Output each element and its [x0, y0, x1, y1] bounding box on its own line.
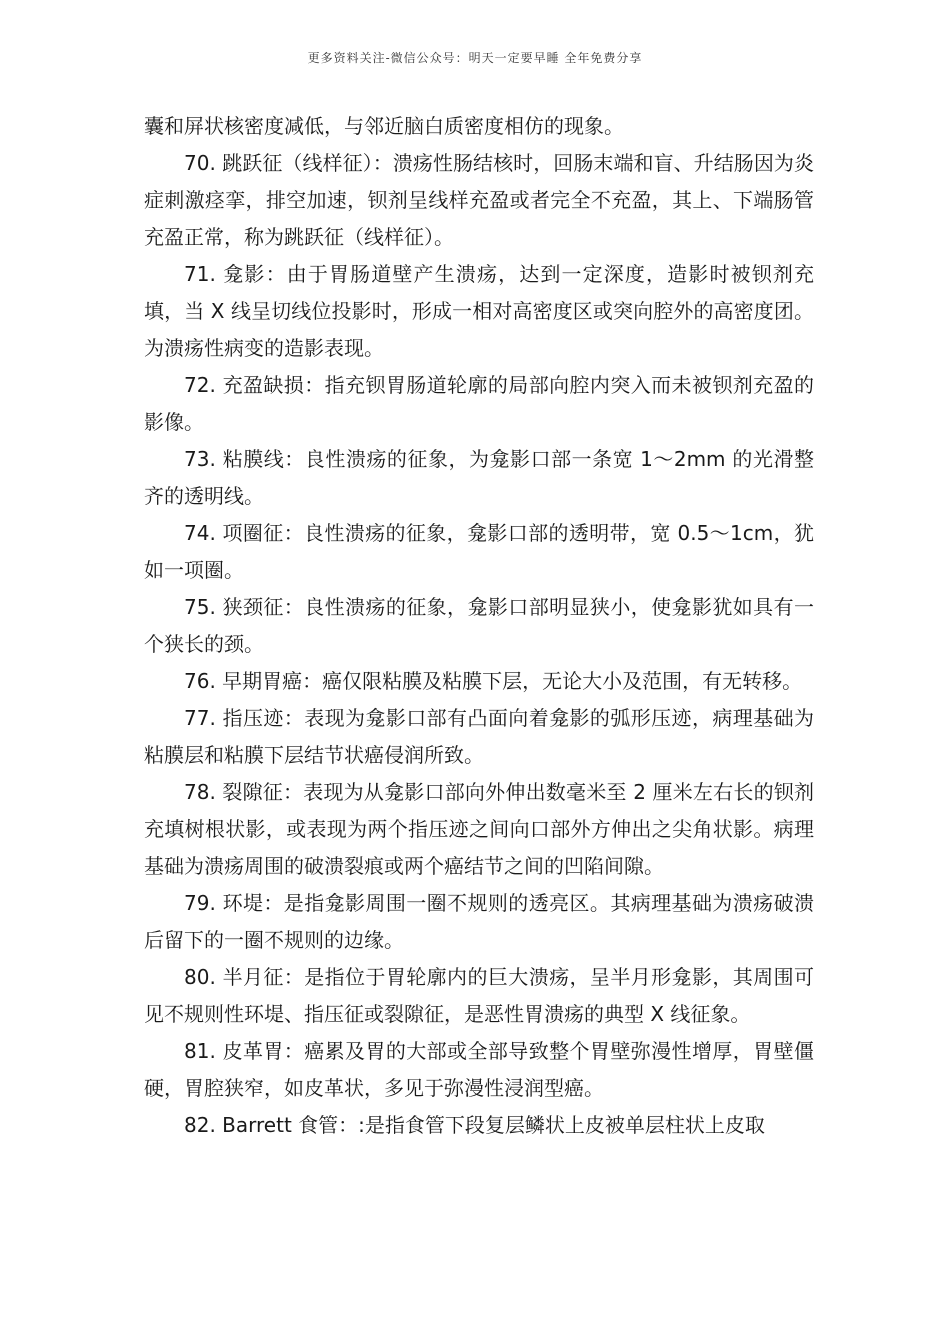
paragraph-continuation: 囊和屏状核密度减低，与邻近脑白质密度相仿的现象。 — [144, 114, 624, 138]
paragraph-item-78: 78. 裂隙征：表现为从龛影口部向外伸出数毫米至 2 厘米左右长的钡剂充填树根状影，或表现为两个指压迹之间向口部外方伸出之尖角状影。病理基础为溃疡周围的破溃裂痕或两个癌结节之间的凹陷间隙。 — [144, 780, 814, 878]
paragraph-item-71: 71. 龛影：由于胃肠道壁产生溃疡，达到一定深度，造影时被钡剂充填，当 X 线呈切线位投影时，形成一相对高密度区或突向腔外的高密度团。为溃疡性病变的造影表现。 — [144, 262, 814, 360]
paragraph-item-79: 79. 环堤：是指龛影周围一圈不规则的透亮区。其病理基础为溃疡破溃后留下的一圈不规则的边缘。 — [144, 891, 814, 952]
paragraph-item-75: 75. 狭颈征：良性溃疡的征象，龛影口部明显狭小，使龛影犹如具有一个狭长的颈。 — [144, 595, 814, 656]
paragraph-item-73: 73. 粘膜线：良性溃疡的征象，为龛影口部一条宽 1～2mm 的光滑整齐的透明线。 — [144, 447, 814, 508]
paragraph-item-74: 74. 项圈征：良性溃疡的征象，龛影口部的透明带，宽 0.5～1cm，犹如一项圈。 — [144, 521, 814, 582]
paragraph-item-80: 80. 半月征：是指位于胃轮廓内的巨大溃疡，呈半月形龛影，其周围可见不规则性环堤、指压征或裂隙征，是恶性胃溃疡的典型 X 线征象。 — [144, 965, 814, 1026]
paragraph-item-82: 82. Barrett 食管：:是指食管下段复层鳞状上皮被单层柱状上皮取 — [184, 1113, 765, 1137]
paragraph-item-77: 77. 指压迹：表现为龛影口部有凸面向着龛影的弧形压迹，病理基础为粘膜层和粘膜下层结节状癌侵润所致。 — [144, 706, 814, 767]
document-body — [144, 108, 814, 1144]
paragraph-item-72: 72. 充盈缺损：指充钡胃肠道轮廓的局部向腔内突入而未被钡剂充盈的影像。 — [144, 373, 814, 434]
paragraph-item-76: 76. 早期胃癌：癌仅限粘膜及粘膜下层，无论大小及范围，有无转移。 — [184, 669, 803, 693]
paragraph-item-81: 81. 皮革胃：癌累及胃的大部或全部导致整个胃壁弥漫性增厚，胃壁僵硬，胃腔狭窄，如皮革状，多见于弥漫性浸润型癌。 — [144, 1039, 814, 1100]
page-header-notice: 更多资料关注-微信公众号：明天一定要早睡 全年免费分享 — [307, 51, 643, 65]
paragraph-item-70: 70. 跳跃征（线样征）：溃疡性肠结核时，回肠末端和盲、升结肠因为炎症刺激痉挛，排空加速，钡剂呈线样充盈或者完全不充盈，其上、下端肠管充盈正常，称为跳跃征（线样征）。 — [144, 151, 814, 249]
